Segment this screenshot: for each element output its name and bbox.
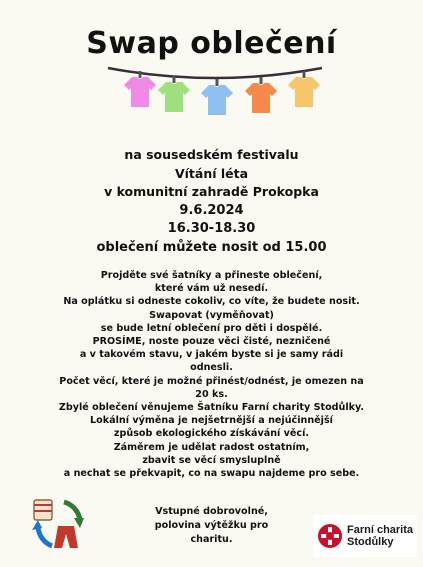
clothesline-icon [100, 62, 330, 120]
description-line: Záměrem je udělat radost ostatním, [113, 441, 310, 453]
clothespin-icon [260, 77, 263, 84]
description-line: způsob ekologického získávání věcí. [113, 428, 310, 440]
event-line-name: Vítání léta [174, 165, 249, 181]
charity-logo [313, 515, 417, 557]
event-date: 9.6.2024 [179, 202, 244, 218]
shirt-icon [245, 83, 277, 113]
description-line: a v takovém stavu, v jakém byste si je samy rádi [79, 349, 344, 361]
description-line: Zbylé oblečení věnujeme Šatníku Farní charity Stodůlky. [58, 402, 365, 414]
description-line: Swapovat (vyměňovat) [149, 309, 274, 321]
clothespin-icon [216, 79, 219, 86]
event-time: 16.30-18.30 [167, 221, 256, 236]
clothespin-icon [139, 71, 142, 78]
event-line-festival: na sousedském festivalu [124, 147, 299, 162]
description [40, 269, 383, 480]
shirt-icon [124, 77, 156, 107]
event-line-place: v komunitní zahradě Prokopka [104, 184, 319, 199]
description-line: PROSÍME, noste pouze věci čisté, nezničené [92, 336, 331, 348]
description-line: 20 ks. [195, 388, 228, 400]
description-line: odnesli. [190, 362, 233, 374]
charity-logo-text [347, 524, 413, 548]
entry-line: charitu. [190, 534, 233, 545]
flyer-title: Swap oblečení [86, 26, 337, 61]
event-info [0, 146, 423, 257]
event-wear-from: oblečení můžete nosit od 15.00 [96, 239, 327, 255]
description-line: Na oplátku si odneste cokoliv, co víte, že budete nosit. [63, 296, 360, 308]
entry-line: polovina výtěžku pro [154, 520, 269, 531]
charity-logo-icon [317, 523, 343, 549]
description-line: a nechat se překvapit, co na swapu najdeme pro sebe. [63, 468, 360, 480]
description-line: Lokální výměna je nejšetrnější a nejúčinnější [90, 415, 333, 427]
description-line: zbavit se věcí smysluplně [142, 454, 281, 466]
clothespin-icon [173, 76, 176, 83]
description-line: Počet věcí, které je možné přinést/odnést, je omezen na [59, 375, 364, 387]
charity-name-line: Farní charita [347, 524, 414, 536]
description-line: se bude letní oblečení pro děti i dospělé. [100, 322, 323, 334]
description-line: Projděte své šatníky a přineste oblečení, [100, 270, 323, 281]
entry-note [120, 505, 303, 547]
recycle-clothes-icon [28, 494, 86, 552]
entry-line: Vstupné dobrovolné, [155, 506, 268, 517]
shirt-icon [288, 77, 320, 107]
clothespin-icon [303, 71, 306, 78]
shirt-icon [158, 82, 190, 112]
description-line: které vám už nesedí. [154, 283, 269, 295]
charity-name-line: Stodůlky [347, 536, 394, 548]
shirt-icon [201, 85, 233, 115]
